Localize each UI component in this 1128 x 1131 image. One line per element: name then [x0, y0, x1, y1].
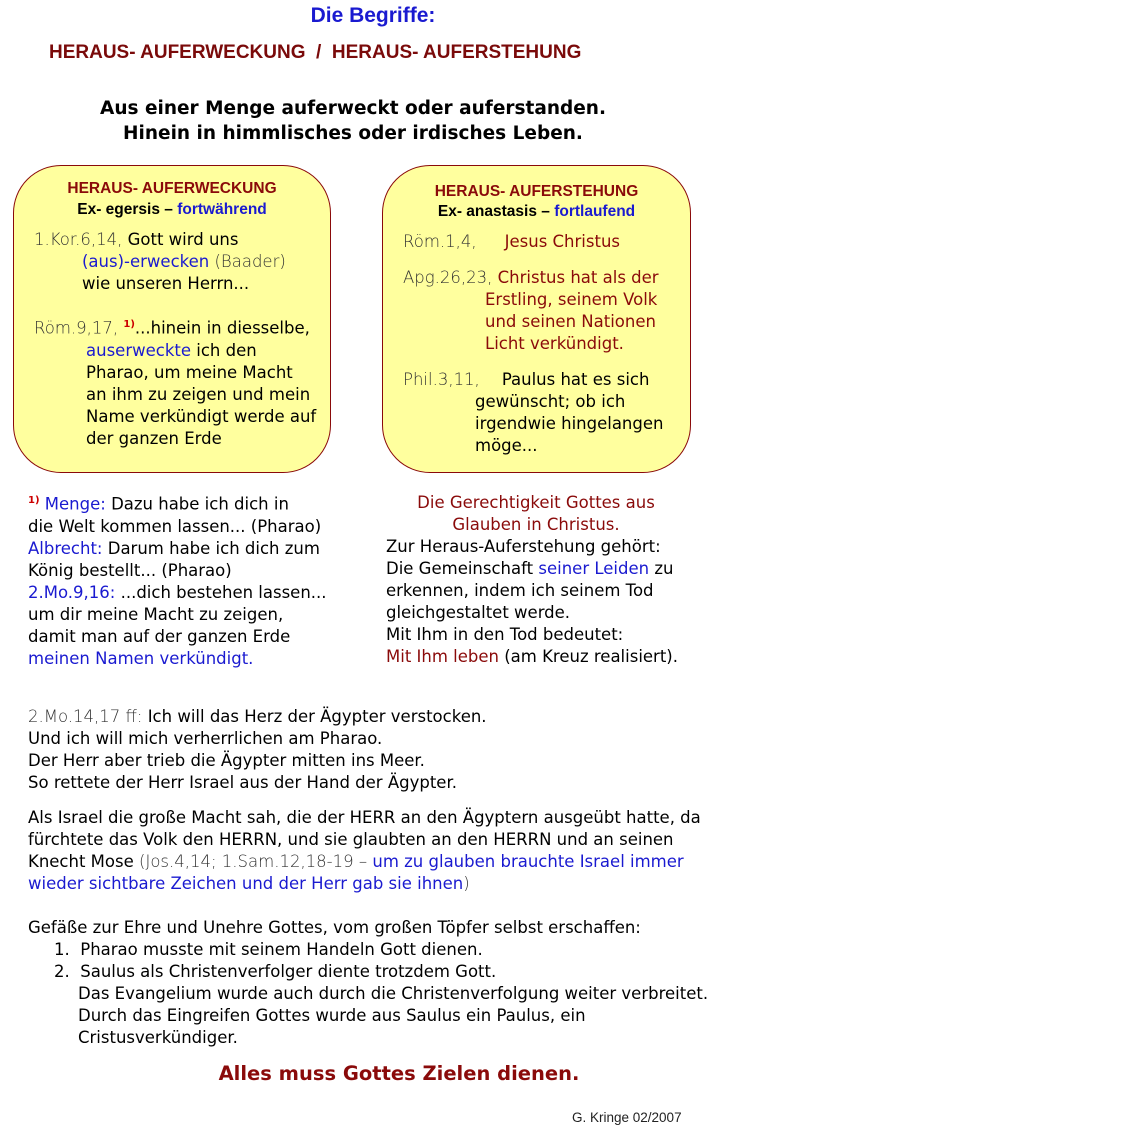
verse-text: der ganzen Erde: [86, 428, 222, 448]
page-subtitle: HERAUS- AUFERWECKUNG / HERAUS- AUFERSTEHUNG: [49, 42, 582, 63]
list-number: 1.: [54, 940, 70, 959]
box-left-heading: HERAUS- AUFERWECKUNG: [67, 180, 277, 197]
note-text: Mit Ihm in den Tod bedeutet:: [386, 625, 624, 644]
note-text: damit man auf der ganzen Erde: [28, 626, 291, 646]
intro-line-1: Aus einer Menge auferweckt oder auferstanden.: [100, 98, 606, 119]
note-text: gleichgestaltet werde.: [386, 603, 571, 622]
intro: [0, 96, 706, 146]
para-text: So rettete der Herr Israel aus der Hand der Ägypter.: [28, 773, 457, 792]
para-highlight: um zu glauben brauchte Israel immer: [372, 852, 684, 871]
box-left-verse-2: [34, 314, 316, 450]
verse-ref: Phil.3,11,: [403, 370, 480, 389]
verse-text: Pharao, um meine Macht: [86, 362, 293, 382]
box-right-sub-b: fortlaufend: [554, 203, 636, 220]
para-text: Und ich will mich verherrlichen am Pharao.: [28, 729, 383, 748]
paragraph-exodus: [28, 706, 487, 794]
verse-text: Christus hat als der: [497, 268, 659, 287]
para-text: Knecht Mose: [28, 852, 134, 871]
footnote-marker: 1): [123, 319, 135, 330]
box-right-verse-1: [403, 231, 620, 253]
para-text: fürchtete das Volk den HERRN, und sie glaubten an den HERRN und an seinen: [28, 830, 674, 849]
para-text: Der Herr aber trieb die Ägypter mitten ins Meer.: [28, 751, 425, 770]
box-left-sub-b: fortwährend: [177, 201, 267, 218]
conclusion: Alles muss Gottes Zielen dienen.: [218, 1062, 580, 1085]
box-auferstehung: [382, 165, 691, 473]
para-text: Ich will das Herz der Ägypter verstocken.: [147, 707, 487, 726]
verse-text: möge...: [475, 436, 538, 455]
note-text: König bestellt... (Pharao): [28, 560, 232, 580]
verse-ref: 1.Kor.6,14,: [34, 230, 123, 249]
verse-ref: (Jos.4,14; 1.Sam.12,18-19 –: [139, 852, 368, 871]
source-label: Albrecht:: [28, 538, 103, 558]
note-text: Die Gemeinschaft: [386, 559, 534, 578]
note-highlight: seiner Leiden: [538, 559, 650, 578]
author-footer: G. Kringe 02/2007: [572, 1110, 682, 1125]
box-right-sub-a: Ex- anastasis –: [437, 203, 550, 220]
list-continuation: Cristusverkündiger.: [78, 1028, 238, 1047]
para-highlight: wieder sichtbare Zeichen und der Herr gab sie ihnen: [28, 874, 464, 893]
para-text: Gefäße zur Ehre und Unehre Gottes, vom großen Töpfer selbst erschaffen:: [28, 918, 641, 937]
verse-text: an ihm zu zeigen und mein: [86, 384, 311, 404]
page-title: Die Begriffe:: [310, 4, 436, 27]
heading-line: Die Gerechtigkeit Gottes aus: [417, 493, 655, 512]
verse-ref: Apg.26,23,: [403, 268, 493, 287]
note-highlight: meinen Namen verkündigt.: [28, 648, 254, 668]
note-text: Zur Heraus-Auferstehung gehört:: [386, 537, 661, 556]
box-left-verse-1: [34, 229, 286, 295]
resurrection-note: [386, 536, 678, 668]
box-right-subheading: [383, 202, 690, 222]
verse-text: ich den: [196, 340, 257, 360]
source-label: Menge:: [44, 494, 106, 514]
para-text: ): [463, 874, 470, 893]
source-label: 2.Mo.9,16:: [28, 582, 116, 602]
note-text: um dir meine Macht zu zeigen,: [28, 604, 284, 624]
box-left-subheading: [14, 200, 330, 220]
note-text: zu: [654, 559, 674, 578]
note-text: (am Kreuz realisiert).: [504, 647, 678, 666]
verse-text: Erstling, seinem Volk: [485, 290, 658, 309]
box-right-verse-2: [403, 267, 659, 355]
verse-text: Gott wird uns: [127, 230, 239, 249]
verse-ref: 2.Mo.14,17 ff:: [28, 707, 143, 726]
list-continuation: Durch das Eingreifen Gottes wurde aus Saulus ein Paulus, ein: [78, 1006, 586, 1025]
verse-text: gewünscht; ob ich: [475, 392, 626, 411]
verse-text: und seinen Nationen: [485, 312, 656, 331]
box-auferweckung: [13, 165, 331, 473]
note-text: Dazu habe ich dich in: [111, 494, 289, 514]
verse-ref: Röm.9,17,: [34, 318, 119, 338]
verse-ref: (Baader): [214, 252, 286, 271]
list-item: Pharao musste mit seinem Handeln Gott dienen.: [80, 940, 483, 959]
box-right-heading: HERAUS- AUFERSTEHUNG: [434, 183, 639, 200]
verse-highlight: (aus)-erwecken: [82, 252, 210, 271]
verse-text: Paulus hat es sich: [501, 370, 650, 389]
list-item: Saulus als Christenverfolger diente trotzdem Gott.: [80, 962, 497, 981]
para-text: Als Israel die große Macht sah, die der HERR an den Ägyptern ausgeübt hatte, da: [28, 808, 701, 827]
verse-text: irgendwie hingelangen: [475, 414, 664, 433]
note-text: erkennen, indem ich seinem Tod: [386, 581, 654, 600]
paragraph-vessels: [28, 917, 708, 1049]
footnote-marker: 1): [28, 495, 40, 506]
verse-text: Licht verkündigt.: [485, 334, 624, 353]
verse-text: wie unseren Herrn...: [82, 274, 250, 293]
paragraph-israel: [28, 807, 701, 895]
heading-line: Glauben in Christus.: [452, 515, 620, 534]
box-right-verse-3: [403, 369, 663, 457]
list-continuation: Das Evangelium wurde auch durch die Christenverfolgung weiter verbreitet.: [78, 984, 709, 1003]
verse-text: Jesus Christus: [504, 232, 621, 251]
note-text: ...dich bestehen lassen...: [120, 582, 327, 602]
verse-highlight: auserweckte: [86, 340, 191, 360]
note-highlight: Mit Ihm leben: [386, 647, 499, 666]
intro-line-2: Hinein in himmlisches oder irdisches Leben.: [123, 123, 583, 144]
verse-ref: Röm.1,4,: [403, 232, 477, 251]
box-left-sub-a: Ex- egersis –: [77, 201, 173, 218]
verse-text: Name verkündigt werde auf: [86, 406, 317, 426]
footnote-block: [28, 490, 327, 670]
verse-text: ...hinein in diesselbe,: [134, 318, 310, 338]
note-text: Darum habe ich dich zum: [107, 538, 320, 558]
righteousness-heading: [386, 492, 686, 536]
list-number: 2.: [54, 962, 70, 981]
note-text: die Welt kommen lassen... (Pharao): [28, 516, 322, 536]
